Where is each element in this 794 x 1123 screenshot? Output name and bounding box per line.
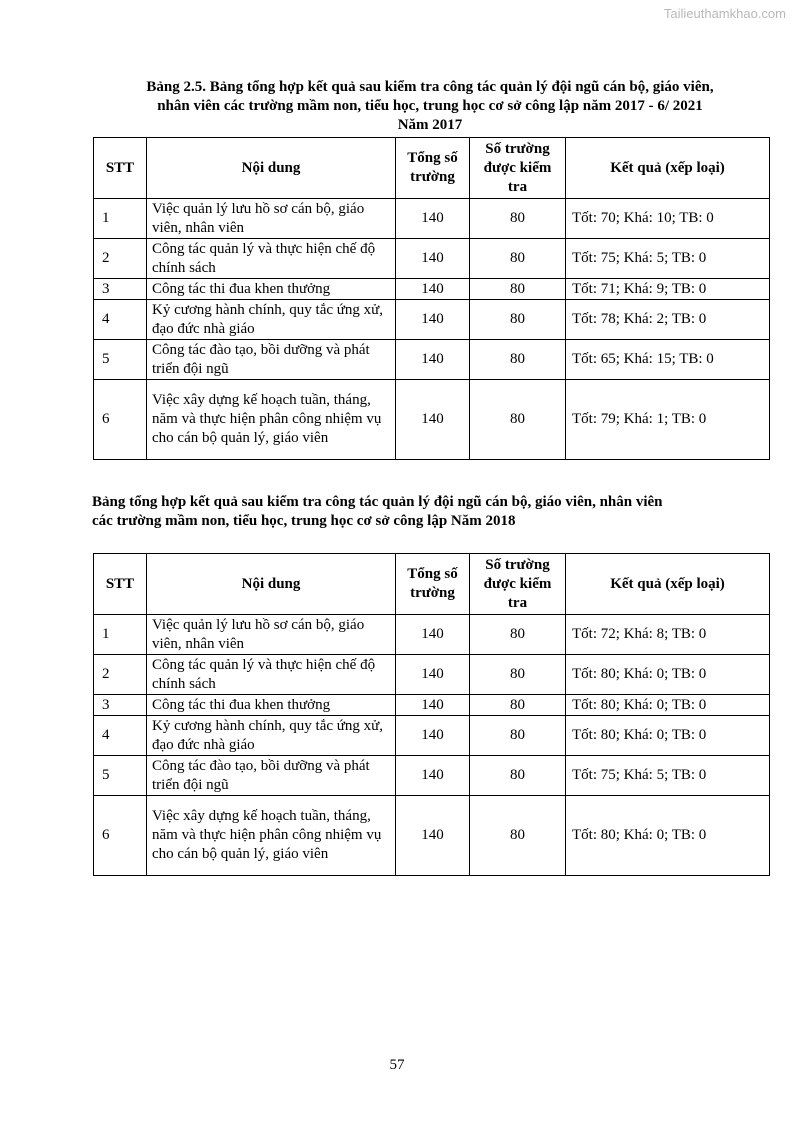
table-row — [94, 279, 770, 300]
table1-caption — [92, 78, 768, 135]
header-result: Kết quả (xếp loại) — [566, 138, 770, 199]
table2-title-line1: Bảng tổng hợp kết quả sau kiểm tra công tác quản lý đội ngũ cán bộ, giáo viên, nhân viên — [92, 494, 663, 510]
cell-content: Việc xây dựng kế hoạch tuần, tháng, năm và thực hiện phân công nhiệm vụ cho cán bộ quản lý, giáo viên — [147, 380, 396, 460]
cell-result: Tốt: 72; Khá: 8; TB: 0 — [566, 615, 770, 655]
cell-content: Việc quản lý lưu hồ sơ cán bộ, giáo viên, nhân viên — [147, 199, 396, 239]
cell-stt: 4 — [94, 716, 147, 756]
table-row — [94, 199, 770, 239]
table-row — [94, 340, 770, 380]
cell-total: 140 — [396, 380, 470, 460]
cell-stt: 5 — [94, 756, 147, 796]
cell-stt: 3 — [94, 695, 147, 716]
cell-stt: 6 — [94, 380, 147, 460]
cell-checked: 80 — [470, 615, 566, 655]
cell-content: Công tác thi đua khen thưởng — [147, 695, 396, 716]
cell-stt: 4 — [94, 300, 147, 340]
cell-result: Tốt: 65; Khá: 15; TB: 0 — [566, 340, 770, 380]
cell-checked: 80 — [470, 756, 566, 796]
cell-total: 140 — [396, 756, 470, 796]
table-header-row — [94, 554, 770, 615]
cell-result: Tốt: 75; Khá: 5; TB: 0 — [566, 756, 770, 796]
header-content: Nội dung — [147, 138, 396, 199]
header-stt: STT — [94, 554, 147, 615]
table-row — [94, 239, 770, 279]
table-2018 — [93, 553, 770, 876]
table-row — [94, 695, 770, 716]
cell-stt: 3 — [94, 279, 147, 300]
cell-content: Công tác thi đua khen thưởng — [147, 279, 396, 300]
cell-stt: 2 — [94, 239, 147, 279]
header-total: Tổng số trường — [396, 554, 470, 615]
cell-result: Tốt: 78; Khá: 2; TB: 0 — [566, 300, 770, 340]
table-row — [94, 300, 770, 340]
cell-total: 140 — [396, 199, 470, 239]
header-total: Tổng số trường — [396, 138, 470, 199]
cell-checked: 80 — [470, 796, 566, 876]
table-header-row — [94, 138, 770, 199]
cell-result: Tốt: 80; Khá: 0; TB: 0 — [566, 796, 770, 876]
cell-stt: 5 — [94, 340, 147, 380]
cell-result: Tốt: 80; Khá: 0; TB: 0 — [566, 716, 770, 756]
cell-content: Kỷ cương hành chính, quy tắc ứng xử, đạo đức nhà giáo — [147, 300, 396, 340]
cell-result: Tốt: 80; Khá: 0; TB: 0 — [566, 655, 770, 695]
cell-stt: 2 — [94, 655, 147, 695]
cell-total: 140 — [396, 615, 470, 655]
cell-total: 140 — [396, 695, 470, 716]
cell-total: 140 — [396, 279, 470, 300]
cell-total: 140 — [396, 239, 470, 279]
table-row — [94, 655, 770, 695]
table2-title-line2: các trường mầm non, tiểu học, trung học cơ sở công lập Năm 2018 — [92, 513, 516, 529]
cell-result: Tốt: 70; Khá: 10; TB: 0 — [566, 199, 770, 239]
table-2017 — [93, 137, 770, 460]
header-result: Kết quả (xếp loại) — [566, 554, 770, 615]
table-row — [94, 756, 770, 796]
page-number: 57 — [389, 1057, 405, 1073]
cell-total: 140 — [396, 340, 470, 380]
cell-result: Tốt: 75; Khá: 5; TB: 0 — [566, 239, 770, 279]
cell-stt: 1 — [94, 615, 147, 655]
cell-stt: 1 — [94, 199, 147, 239]
cell-checked: 80 — [470, 279, 566, 300]
header-checked: Số trường được kiểm tra — [470, 138, 566, 199]
table-row — [94, 716, 770, 756]
cell-total: 140 — [396, 796, 470, 876]
table1-title-line1: Bảng 2.5. Bảng tổng hợp kết quả sau kiểm tra công tác quản lý đội ngũ cán bộ, giáo viên, — [146, 79, 714, 95]
cell-result: Tốt: 71; Khá: 9; TB: 0 — [566, 279, 770, 300]
table2-caption — [92, 493, 768, 531]
cell-total: 140 — [396, 655, 470, 695]
cell-checked: 80 — [470, 199, 566, 239]
cell-content: Công tác quản lý và thực hiện chế độ chính sách — [147, 239, 396, 279]
header-stt: STT — [94, 138, 147, 199]
watermark: Tailieuthamkhao.com — [663, 6, 786, 21]
table1-title-line2: nhân viên các trường mầm non, tiểu học, trung học cơ sở công lập năm 2017 - 6/ 2021 — [157, 98, 703, 114]
cell-checked: 80 — [470, 340, 566, 380]
cell-content: Việc xây dựng kế hoạch tuần, tháng, năm và thực hiện phân công nhiệm vụ cho cán bộ quản lý, giáo viên — [147, 796, 396, 876]
cell-checked: 80 — [470, 716, 566, 756]
header-checked: Số trường được kiểm tra — [470, 554, 566, 615]
cell-checked: 80 — [470, 380, 566, 460]
cell-content: Công tác đào tạo, bồi dưỡng và phát triển đội ngũ — [147, 340, 396, 380]
cell-checked: 80 — [470, 695, 566, 716]
cell-stt: 6 — [94, 796, 147, 876]
cell-content: Việc quản lý lưu hồ sơ cán bộ, giáo viên, nhân viên — [147, 615, 396, 655]
cell-checked: 80 — [470, 239, 566, 279]
cell-result: Tốt: 79; Khá: 1; TB: 0 — [566, 380, 770, 460]
cell-result: Tốt: 80; Khá: 0; TB: 0 — [566, 695, 770, 716]
table-row — [94, 796, 770, 876]
table-row — [94, 380, 770, 460]
header-content: Nội dung — [147, 554, 396, 615]
table-row — [94, 615, 770, 655]
cell-content: Công tác quản lý và thực hiện chế độ chính sách — [147, 655, 396, 695]
cell-total: 140 — [396, 300, 470, 340]
cell-checked: 80 — [470, 655, 566, 695]
cell-checked: 80 — [470, 300, 566, 340]
cell-content: Công tác đào tạo, bồi dưỡng và phát triển đội ngũ — [147, 756, 396, 796]
table1-subtitle: Năm 2017 — [397, 117, 463, 133]
cell-total: 140 — [396, 716, 470, 756]
cell-content: Kỷ cương hành chính, quy tắc ứng xử, đạo đức nhà giáo — [147, 716, 396, 756]
